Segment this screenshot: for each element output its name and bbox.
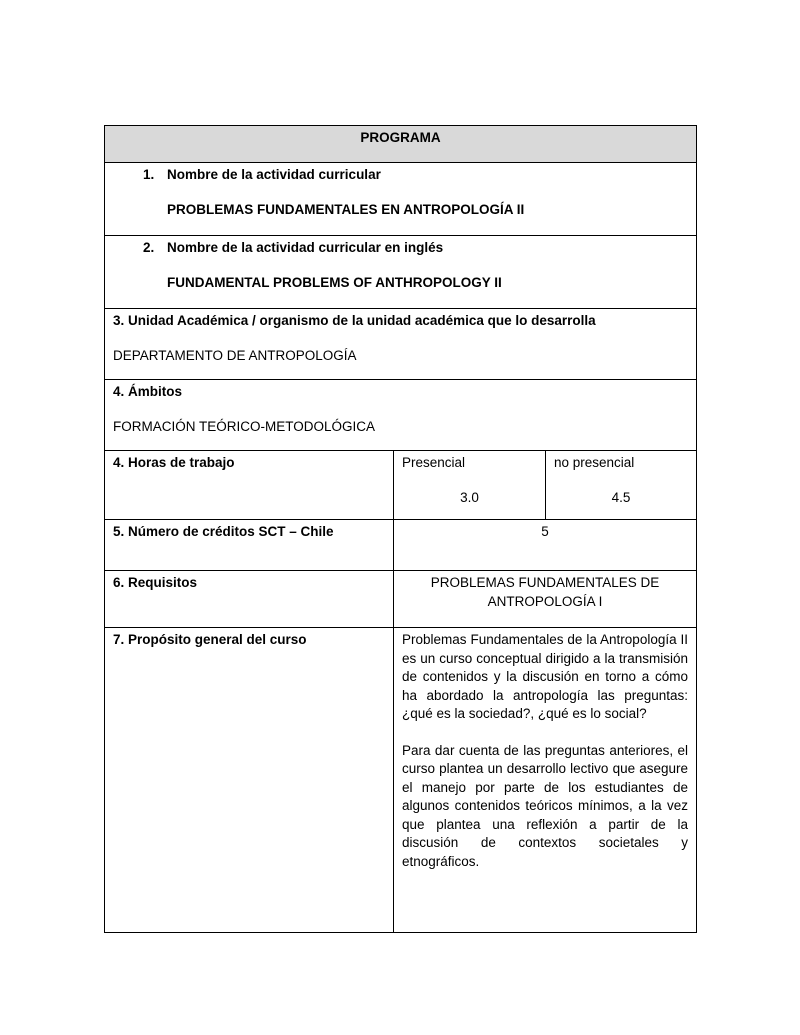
no-presencial-label: no presencial	[554, 455, 635, 470]
credits-label: 5. Número de créditos SCT – Chile	[113, 524, 334, 539]
credits-row	[105, 520, 697, 571]
hours-label: 4. Horas de trabajo	[113, 455, 235, 470]
requirements-row	[105, 571, 697, 628]
header-row	[105, 126, 697, 163]
section-3-value: DEPARTAMENTO DE ANTROPOLOGÍA	[113, 347, 357, 363]
hours-row	[105, 451, 697, 520]
section-1-number: 1.	[143, 167, 155, 182]
section-2-label: Nombre de la actividad curricular en inglés	[167, 240, 444, 255]
presencial-value: 3.0	[460, 489, 479, 505]
section-3-row	[105, 309, 697, 380]
section-2-row	[105, 236, 697, 309]
program-header: PROGRAMA	[105, 126, 697, 163]
requirements-label: 6. Requisitos	[113, 575, 198, 590]
section-4-label: 4. Ámbitos	[113, 384, 183, 399]
purpose-row	[105, 628, 697, 933]
section-4-row	[105, 380, 697, 451]
program-table	[104, 125, 697, 933]
purpose-label: 7. Propósito general del curso	[113, 632, 307, 647]
section-1-label: Nombre de la actividad curricular	[167, 167, 381, 182]
no-presencial-value: 4.5	[611, 489, 631, 505]
credits-value: 5	[394, 520, 697, 571]
section-2-number: 2.	[143, 240, 155, 255]
presencial-label: Presencial	[402, 455, 466, 470]
section-3-label: 3. Unidad Académica / organismo de la unidad académica que lo desarrolla	[113, 313, 596, 328]
purpose-paragraph-2: Para dar cuenta de las preguntas anteriores, el curso plantea un desarrollo lectivo que asegure el manejo por parte de los estudiantes de algunos contenidos teóricos mínimos, a la vez que plantea una reflexión a partir de la discusión de contextos societales y etnográficos.	[402, 742, 689, 869]
purpose-paragraph-1: Problemas Fundamentales de la Antropología II es un curso conceptual dirigido a la transmisión de contenidos y la discusión en torno a cómo ha abordado la antropología las preguntas: ¿qué es la sociedad?, ¿qué es lo social?	[402, 632, 689, 721]
section-1-value: PROBLEMAS FUNDAMENTALES EN ANTROPOLOGÍA II	[167, 201, 525, 217]
section-4-value: FORMACIÓN TEÓRICO-METODOLÓGICA	[113, 418, 376, 434]
requirements-value: PROBLEMAS FUNDAMENTALES DE ANTROPOLOGÍA I	[394, 571, 697, 628]
section-1-row	[105, 163, 697, 236]
section-2-value: FUNDAMENTAL PROBLEMS OF ANTHROPOLOGY II	[167, 274, 502, 290]
